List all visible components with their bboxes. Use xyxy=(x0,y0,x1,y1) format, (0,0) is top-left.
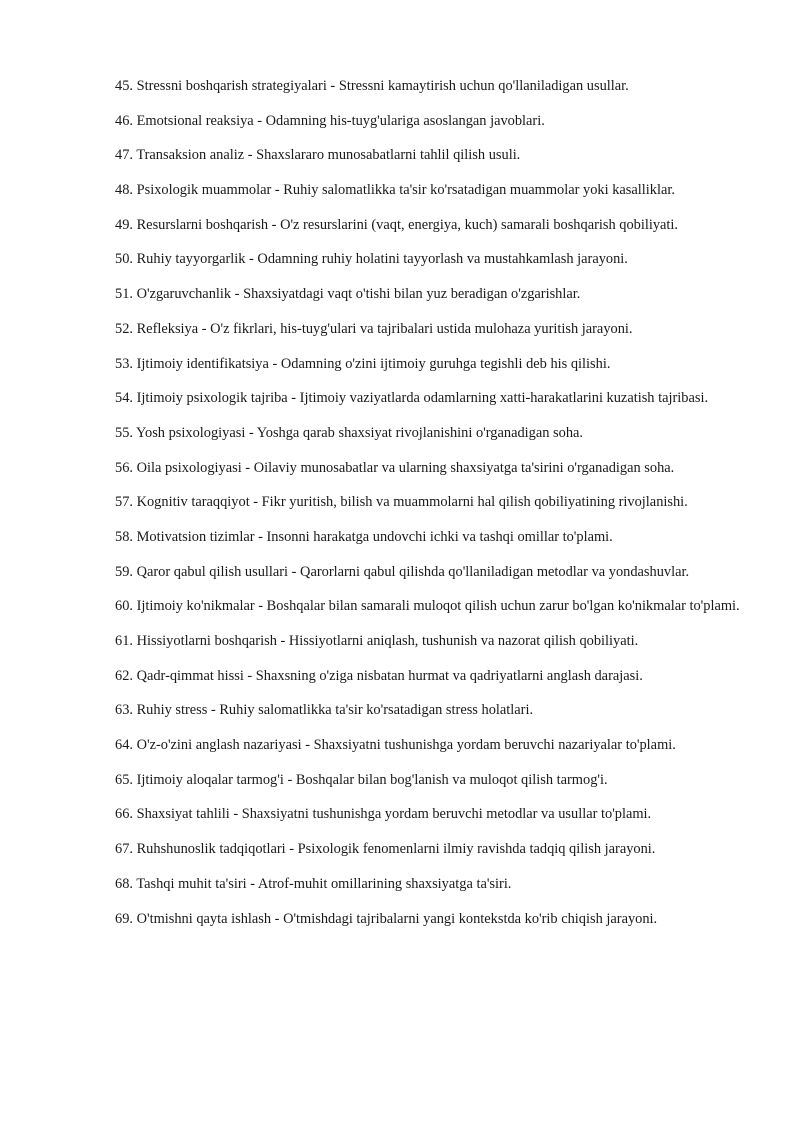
glossary-entry-64: 64. O'z-o'zini anglash nazariyasi - Shaxsiyatni tushunishga yordam beruvchi nazariyalar to'plami. xyxy=(115,737,676,754)
glossary-entry-57: 57. Kognitiv taraqqiyot - Fikr yuritish, bilish va muammolarni hal qilish qobiliyatining rivojlanishi. xyxy=(115,494,688,511)
glossary-entry-48: 48. Psixologik muammolar - Ruhiy salomatlikka ta'sir ko'rsatadigan muammolar yoki kasalliklar. xyxy=(115,182,675,199)
glossary-entry-59: 59. Qaror qabul qilish usullari - Qarorlarni qabul qilishda qo'llaniladigan metodlar va yondashuvlar. xyxy=(115,563,690,580)
glossary-entry-66: 66. Shaxsiyat tahlili - Shaxsiyatni tushunishga yordam beruvchi metodlar va usullar to'plami. xyxy=(115,806,652,823)
glossary-entry-69: 69. O'tmishni qayta ishlash - O'tmishdagi tajribalarni yangi kontekstda ko'rib chiqish jarayoni. xyxy=(115,910,658,927)
glossary-entry-53: 53. Ijtimoiy identifikatsiya - Odamning o'zini ijtimoiy guruhga tegishli deb his qilishi. xyxy=(115,355,611,372)
glossary-entry-68: 68. Tashqi muhit ta'siri - Atrof-muhit omillarining shaxsiyatga ta'siri. xyxy=(115,875,512,892)
glossary-entry-58: 58. Motivatsion tizimlar - Insonni harakatga undovchi ichki va tashqi omillar to'plami. xyxy=(115,528,613,545)
glossary-entry-45: 45. Stressni boshqarish strategiyalari - Stressni kamaytirish uchun qo'llaniladigan usullar. xyxy=(115,78,629,94)
glossary-entry-49: 49. Resurslarni boshqarish - O'z resurslarini (vaqt, energiya, kuch) samarali boshqarish qobiliyati. xyxy=(115,216,679,233)
glossary-entry-63: 63. Ruhiy stress - Ruhiy salomatlikka ta'sir ko'rsatadigan stress holatlari. xyxy=(115,702,534,719)
glossary-entry-67: 67. Ruhshunoslik tadqiqotlari - Psixologik fenomenlarni ilmiy ravishda tadqiq qilish jarayoni. xyxy=(115,841,656,858)
glossary-entry-47: 47. Transaksion analiz - Shaxslararo munosabatlarni tahlil qilish usuli. xyxy=(115,147,521,164)
glossary-entry-54: 54. Ijtimoiy psixologik tajriba - Ijtimoiy vaziyatlarda odamlarning xatti-harakatlarini kuzatish tajribasi. xyxy=(115,390,709,407)
glossary-entry-60: 60. Ijtimoiy ko'nikmalar - Boshqalar bilan samarali muloqot qilish uchun zarur bo'lgan ko'nikmalar to'plami. xyxy=(115,598,740,615)
glossary-entry-56: 56. Oila psixologiyasi - Oilaviy munosabatlar va ularning shaxsiyatga ta'sirini o'rganadigan soha. xyxy=(115,459,675,476)
glossary-entry-46: 46. Emotsional reaksiya - Odamning his-tuyg'ulariga asoslangan javoblari. xyxy=(115,112,545,129)
glossary-entry-50: 50. Ruhiy tayyorgarlik - Odamning ruhiy holatini tayyorlash va mustahkamlash jarayoni. xyxy=(115,251,628,268)
glossary-entry-55: 55. Yosh psixologiyasi - Yoshga qarab shaxsiyat rivojlanishini o'rganadigan soha. xyxy=(115,424,584,441)
glossary-entry-51: 51. O'zgaruvchanlik - Shaxsiyatdagi vaqt o'tishi bilan yuz beradigan o'zgarishlar. xyxy=(115,286,581,303)
glossary-entry-62: 62. Qadr-qimmat hissi - Shaxsning o'ziga nisbatan hurmat va qadriyatlarni anglash darajasi. xyxy=(115,667,643,684)
glossary-entry-52: 52. Refleksiya - O'z fikrlari, his-tuyg'ulari va tajribalari ustida mulohaza yuritish jarayoni. xyxy=(115,320,633,337)
glossary-list xyxy=(115,76,747,943)
glossary-entry-65: 65. Ijtimoiy aloqalar tarmog'i - Boshqalar bilan bog'lanish va muloqot qilish tarmog'i. xyxy=(115,771,608,788)
glossary-entry-61: 61. Hissiyotlarni boshqarish - Hissiyotlarni aniqlash, tushunish va nazorat qilish qobiliyati. xyxy=(115,633,639,649)
